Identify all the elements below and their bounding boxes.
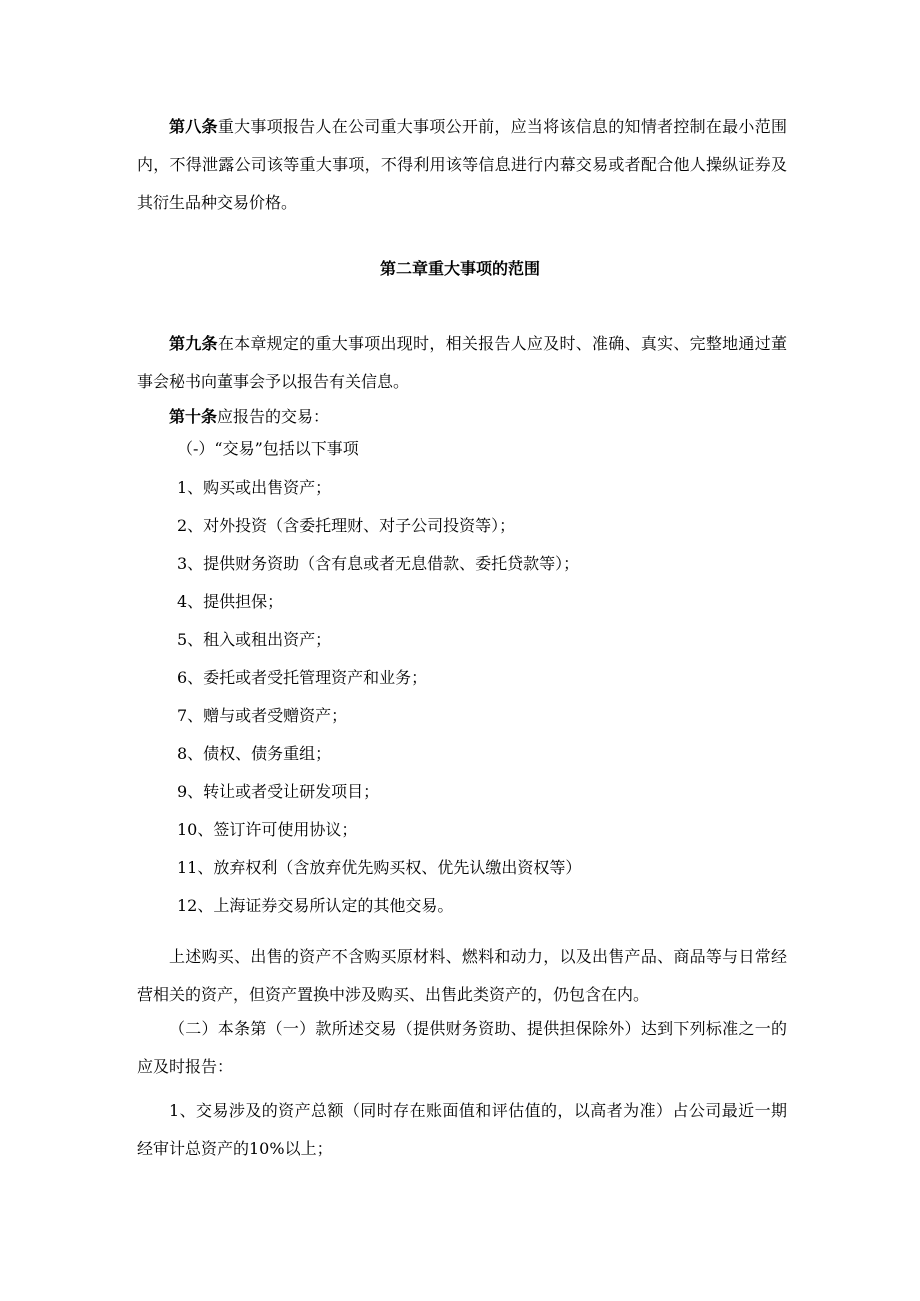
list-item: 2、对外投资（含委托理财、对子公司投资等）； — [177, 516, 516, 535]
article-9-label: 第九条 — [169, 334, 218, 353]
article-9 — [137, 325, 787, 401]
list-item: 7、赠与或者受赠资产； — [177, 706, 348, 725]
list-item: 4、提供担保； — [177, 592, 284, 611]
article-8 — [137, 108, 787, 222]
article-8-text: 重大事项报告人在公司重大事项公开前，应当将该信息的知情者控制在最小范围内，不得泄露公司该等重大事项，不得利用该等信息进行内幕交易或者配合他人操纵证券及其衍生品种交易价格。 — [137, 117, 787, 212]
article-10-label: 第十条 — [169, 407, 218, 426]
article-9-text: 在本章规定的重大事项出现时，相关报告人应及时、准确、真实、完整地通过董事会秘书向董事会予以报告有关信息。 — [137, 334, 787, 391]
article-8-label: 第八条 — [169, 117, 218, 136]
list-item: 10、签订许可使用协议； — [177, 820, 358, 839]
list-item: 6、委托或者受托管理资产和业务； — [177, 668, 428, 687]
list-item: 5、租入或租出资产； — [177, 630, 332, 649]
list-item: 11、放弃权利（含放弃优先购买权、优先认缴出资权等） — [177, 858, 582, 877]
paragraph-above-exclusions: 上述购买、出售的资产不含购买原材料、燃料和动力，以及出售产品、商品等与日常经营相关的资产，但资产置换中涉及购买、出售此类资产的，仍包含在内。 — [137, 947, 787, 1004]
paragraph-sub-clause-2: （二）本条第（一）款所述交易（提供财务资助、提供担保除外）达到下列标准之一的应及时报告： — [137, 1019, 787, 1076]
list-item: 12、上海证券交易所认定的其他交易。 — [177, 896, 454, 915]
list-item: 1、购买或出售资产； — [177, 478, 332, 497]
list-item: 8、债权、债务重组； — [177, 744, 332, 763]
list-item: 9、转让或者受让研发项目； — [177, 782, 380, 801]
chapter-2-title: 第二章重大事项的范围 — [379, 259, 540, 278]
sub-clause-1-title: （-）“交易”包括以下事项 — [177, 439, 359, 458]
article-10-text: 应报告的交易： — [217, 407, 330, 426]
list-item: 3、提供财务资助（含有息或者无息借款、委托贷款等）； — [177, 554, 580, 573]
article-10 — [137, 398, 787, 436]
paragraph-criterion-1: 1、交易涉及的资产总额（同时存在账面值和评估值的，以高者为准）占公司最近一期经审计总资产的10%以上； — [137, 1101, 787, 1158]
